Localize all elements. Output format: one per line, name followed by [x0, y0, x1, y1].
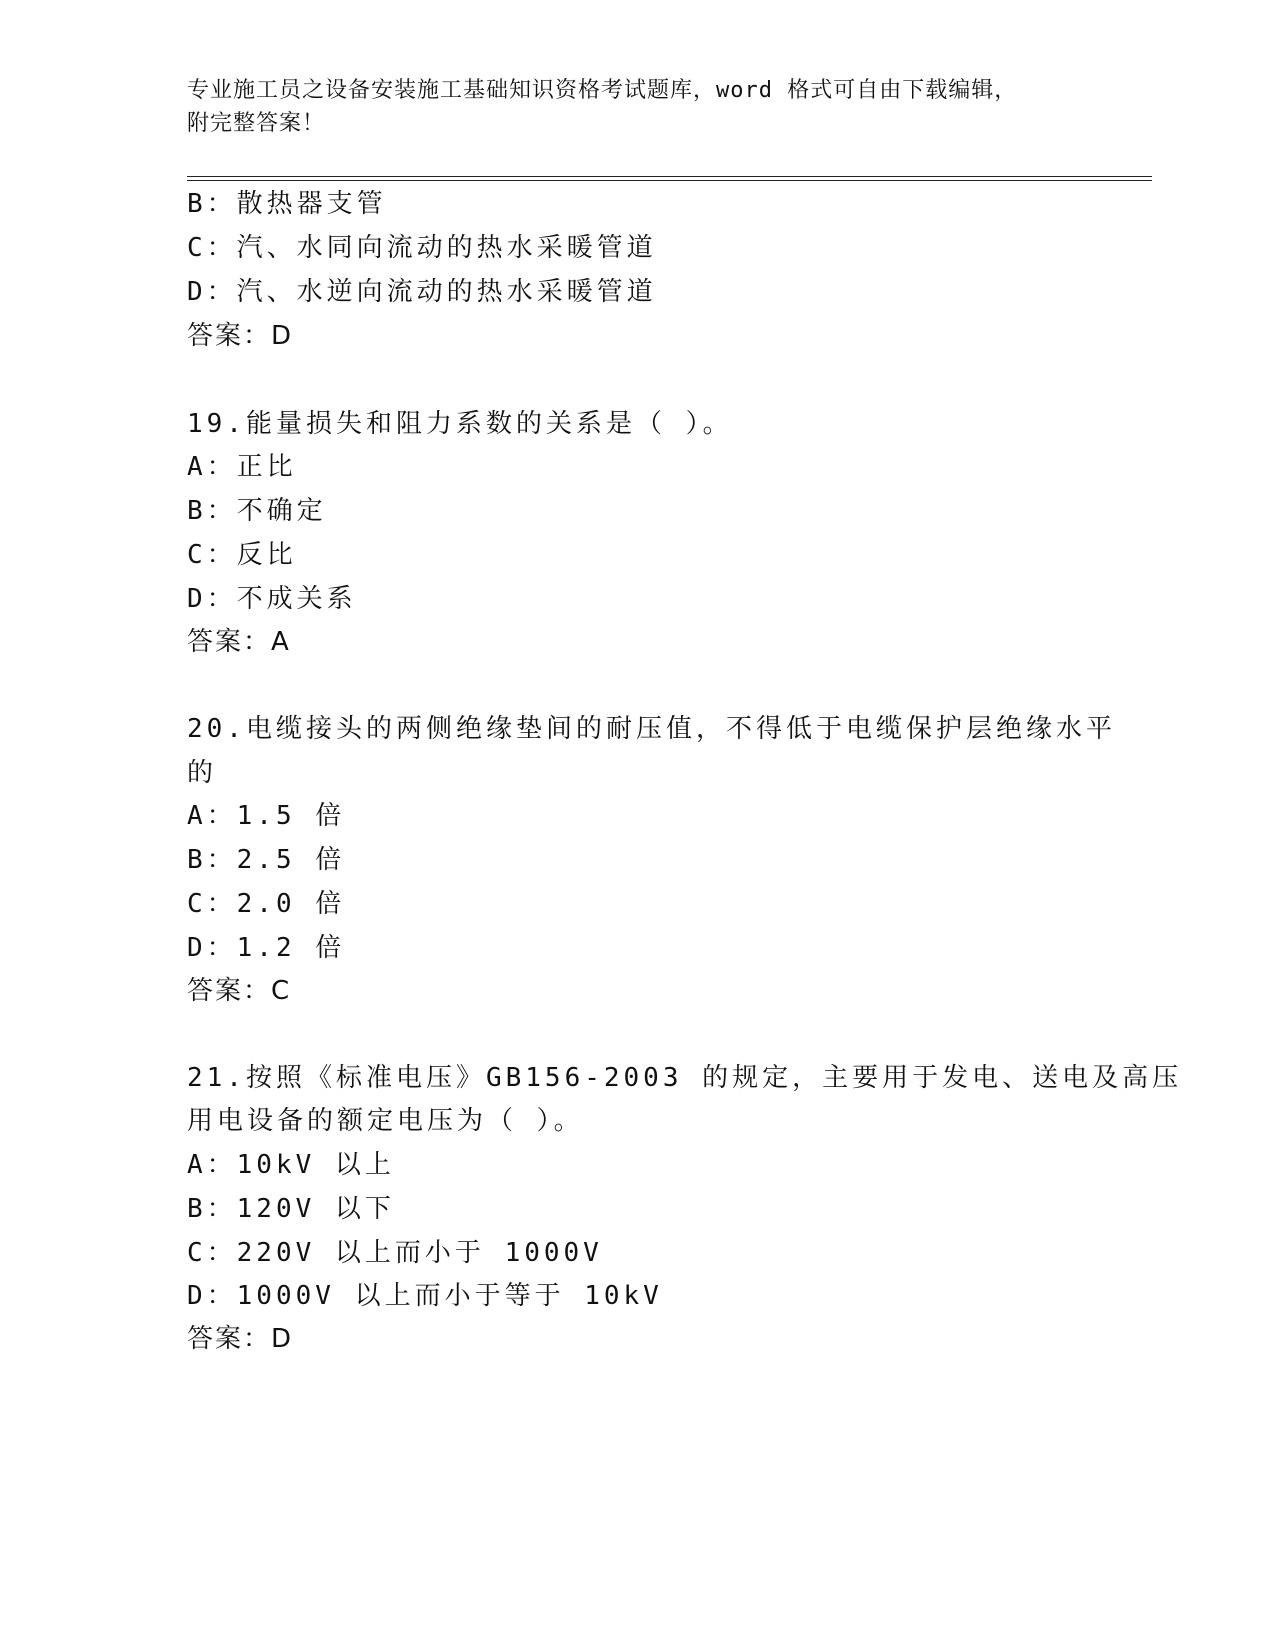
q20-stem-line-2: 的 [187, 758, 218, 788]
q20-answer: 答案：C [187, 976, 292, 1006]
q19-option-b: B：不确定 [187, 496, 327, 526]
q21-option-a: A：10kV 以上 [187, 1150, 395, 1180]
q19-answer: 答案：A [187, 627, 291, 657]
prev-option-c: C：汽、水同向流动的热水采暖管道 [187, 233, 657, 263]
q20-option-d: D：1.2 倍 [187, 933, 346, 963]
document-header [187, 74, 1087, 140]
q21-option-d: D：1000V 以上而小于等于 10kV [187, 1281, 663, 1311]
q19-option-a: A：正比 [187, 452, 297, 482]
q19-stem: 19.能量损失和阻力系数的关系是（ ）。 [187, 409, 733, 439]
q21-answer: 答案：D [187, 1324, 294, 1354]
q20-option-b: B：2.5 倍 [187, 845, 346, 875]
q21-stem-line-2: 用电设备的额定电压为（ ）。 [187, 1106, 584, 1136]
q20-stem-line-1: 20.电缆接头的两侧绝缘垫间的耐压值，不得低于电缆保护层绝缘水平 [187, 714, 1116, 744]
prev-option-d: D：汽、水逆向流动的热水采暖管道 [187, 277, 657, 307]
header-line-1: 专业施工员之设备安装施工基础知识资格考试题库，word 格式可自由下载编辑， [187, 78, 1018, 103]
prev-answer: 答案：D [187, 321, 294, 351]
header-line-2: 附完整答案！ [187, 111, 326, 136]
q19-option-c: C：反比 [187, 540, 297, 570]
prev-option-b: B：散热器支管 [187, 189, 387, 219]
header-divider [187, 176, 1152, 181]
q20-option-c: C：2.0 倍 [187, 889, 346, 919]
q20-option-a: A：1.5 倍 [187, 801, 346, 831]
q19-option-d: D：不成关系 [187, 584, 357, 614]
q21-option-b: B：120V 以下 [187, 1194, 395, 1224]
q21-stem-line-1: 21.按照《标准电压》GB156-2003 的规定，主要用于发电、送电及高压 [187, 1063, 1183, 1093]
q21-option-c: C：220V 以上而小于 1000V [187, 1238, 603, 1268]
